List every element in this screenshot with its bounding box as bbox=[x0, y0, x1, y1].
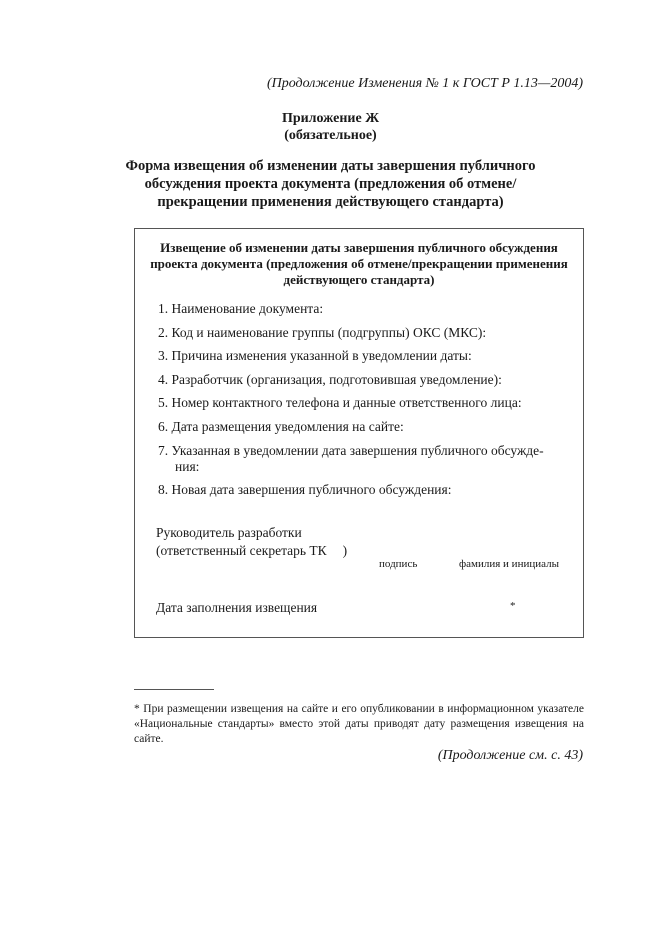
appendix-status: (обязательное) bbox=[284, 128, 377, 143]
form-item-contact: 5. Номер контактного телефона и данные ответственного лица: bbox=[158, 395, 522, 410]
signer-secretary bbox=[156, 542, 347, 560]
form-item-new-end-date: 8. Новая дата завершения публичного обсуждения: bbox=[158, 482, 452, 497]
fill-date-label: Дата заполнения извещения bbox=[156, 600, 318, 615]
form-item-posting-date: 6. Дата размещения уведомления на сайте: bbox=[158, 419, 404, 434]
continuation-footer: (Продолжение см. с. 43) bbox=[437, 748, 583, 763]
footnote-divider bbox=[134, 689, 214, 690]
form-title bbox=[100, 157, 561, 211]
signer-block bbox=[156, 524, 347, 560]
name-caption: фамилия и инициалы bbox=[459, 558, 559, 570]
appendix-heading bbox=[0, 110, 661, 144]
notice-heading-line: действующего стандарта) bbox=[283, 272, 435, 287]
form-item-developer: 4. Разработчик (организация, подготовившая уведомление): bbox=[158, 372, 502, 387]
footnote-marker: * bbox=[510, 600, 516, 612]
form-item-oks-code: 2. Код и наименование группы (подгруппы) ОКС (МКС): bbox=[158, 325, 487, 340]
form-item-line-continuation: ния: bbox=[175, 459, 200, 474]
form-title-line: обсуждения проекта документа (предложения об отмене/ bbox=[144, 176, 517, 192]
signature-caption: подпись bbox=[379, 558, 418, 570]
signer-secretary-close: ) bbox=[342, 543, 348, 558]
appendix-title: Приложение Ж bbox=[281, 111, 380, 126]
form-item-document-name: 1. Наименование документа: bbox=[158, 301, 324, 316]
footnote-text: * При размещении извещения на сайте и его опубликовании в информационном указателе «Национальные стандарты» вместо этой даты приводят дату размещения извещения на сайте. bbox=[134, 703, 584, 745]
notice-heading-line: проекта документа (предложения об отмене/прекращении применения bbox=[150, 256, 568, 271]
continuation-header: (Продолжение Изменения № 1 к ГОСТ Р 1.13—2004) bbox=[266, 76, 583, 91]
form-item-original-end-date bbox=[158, 443, 578, 475]
form-title-line: Форма извещения об изменении даты завершения публичного bbox=[125, 158, 536, 174]
signer-title: Руководитель разработки bbox=[156, 525, 302, 540]
form-title-line: прекращении применения действующего стандарта) bbox=[157, 194, 504, 210]
form-item-change-reason: 3. Причина изменения указанной в уведомлении даты: bbox=[158, 348, 472, 363]
notice-heading bbox=[136, 240, 582, 288]
notice-heading-line: Извещение об изменении даты завершения публичного обсуждения bbox=[160, 240, 558, 255]
form-item-line: 7. Указанная в уведомлении дата завершения публичного обсужде- bbox=[158, 443, 544, 458]
signer-secretary-label: (ответственный секретарь ТК bbox=[156, 543, 327, 558]
